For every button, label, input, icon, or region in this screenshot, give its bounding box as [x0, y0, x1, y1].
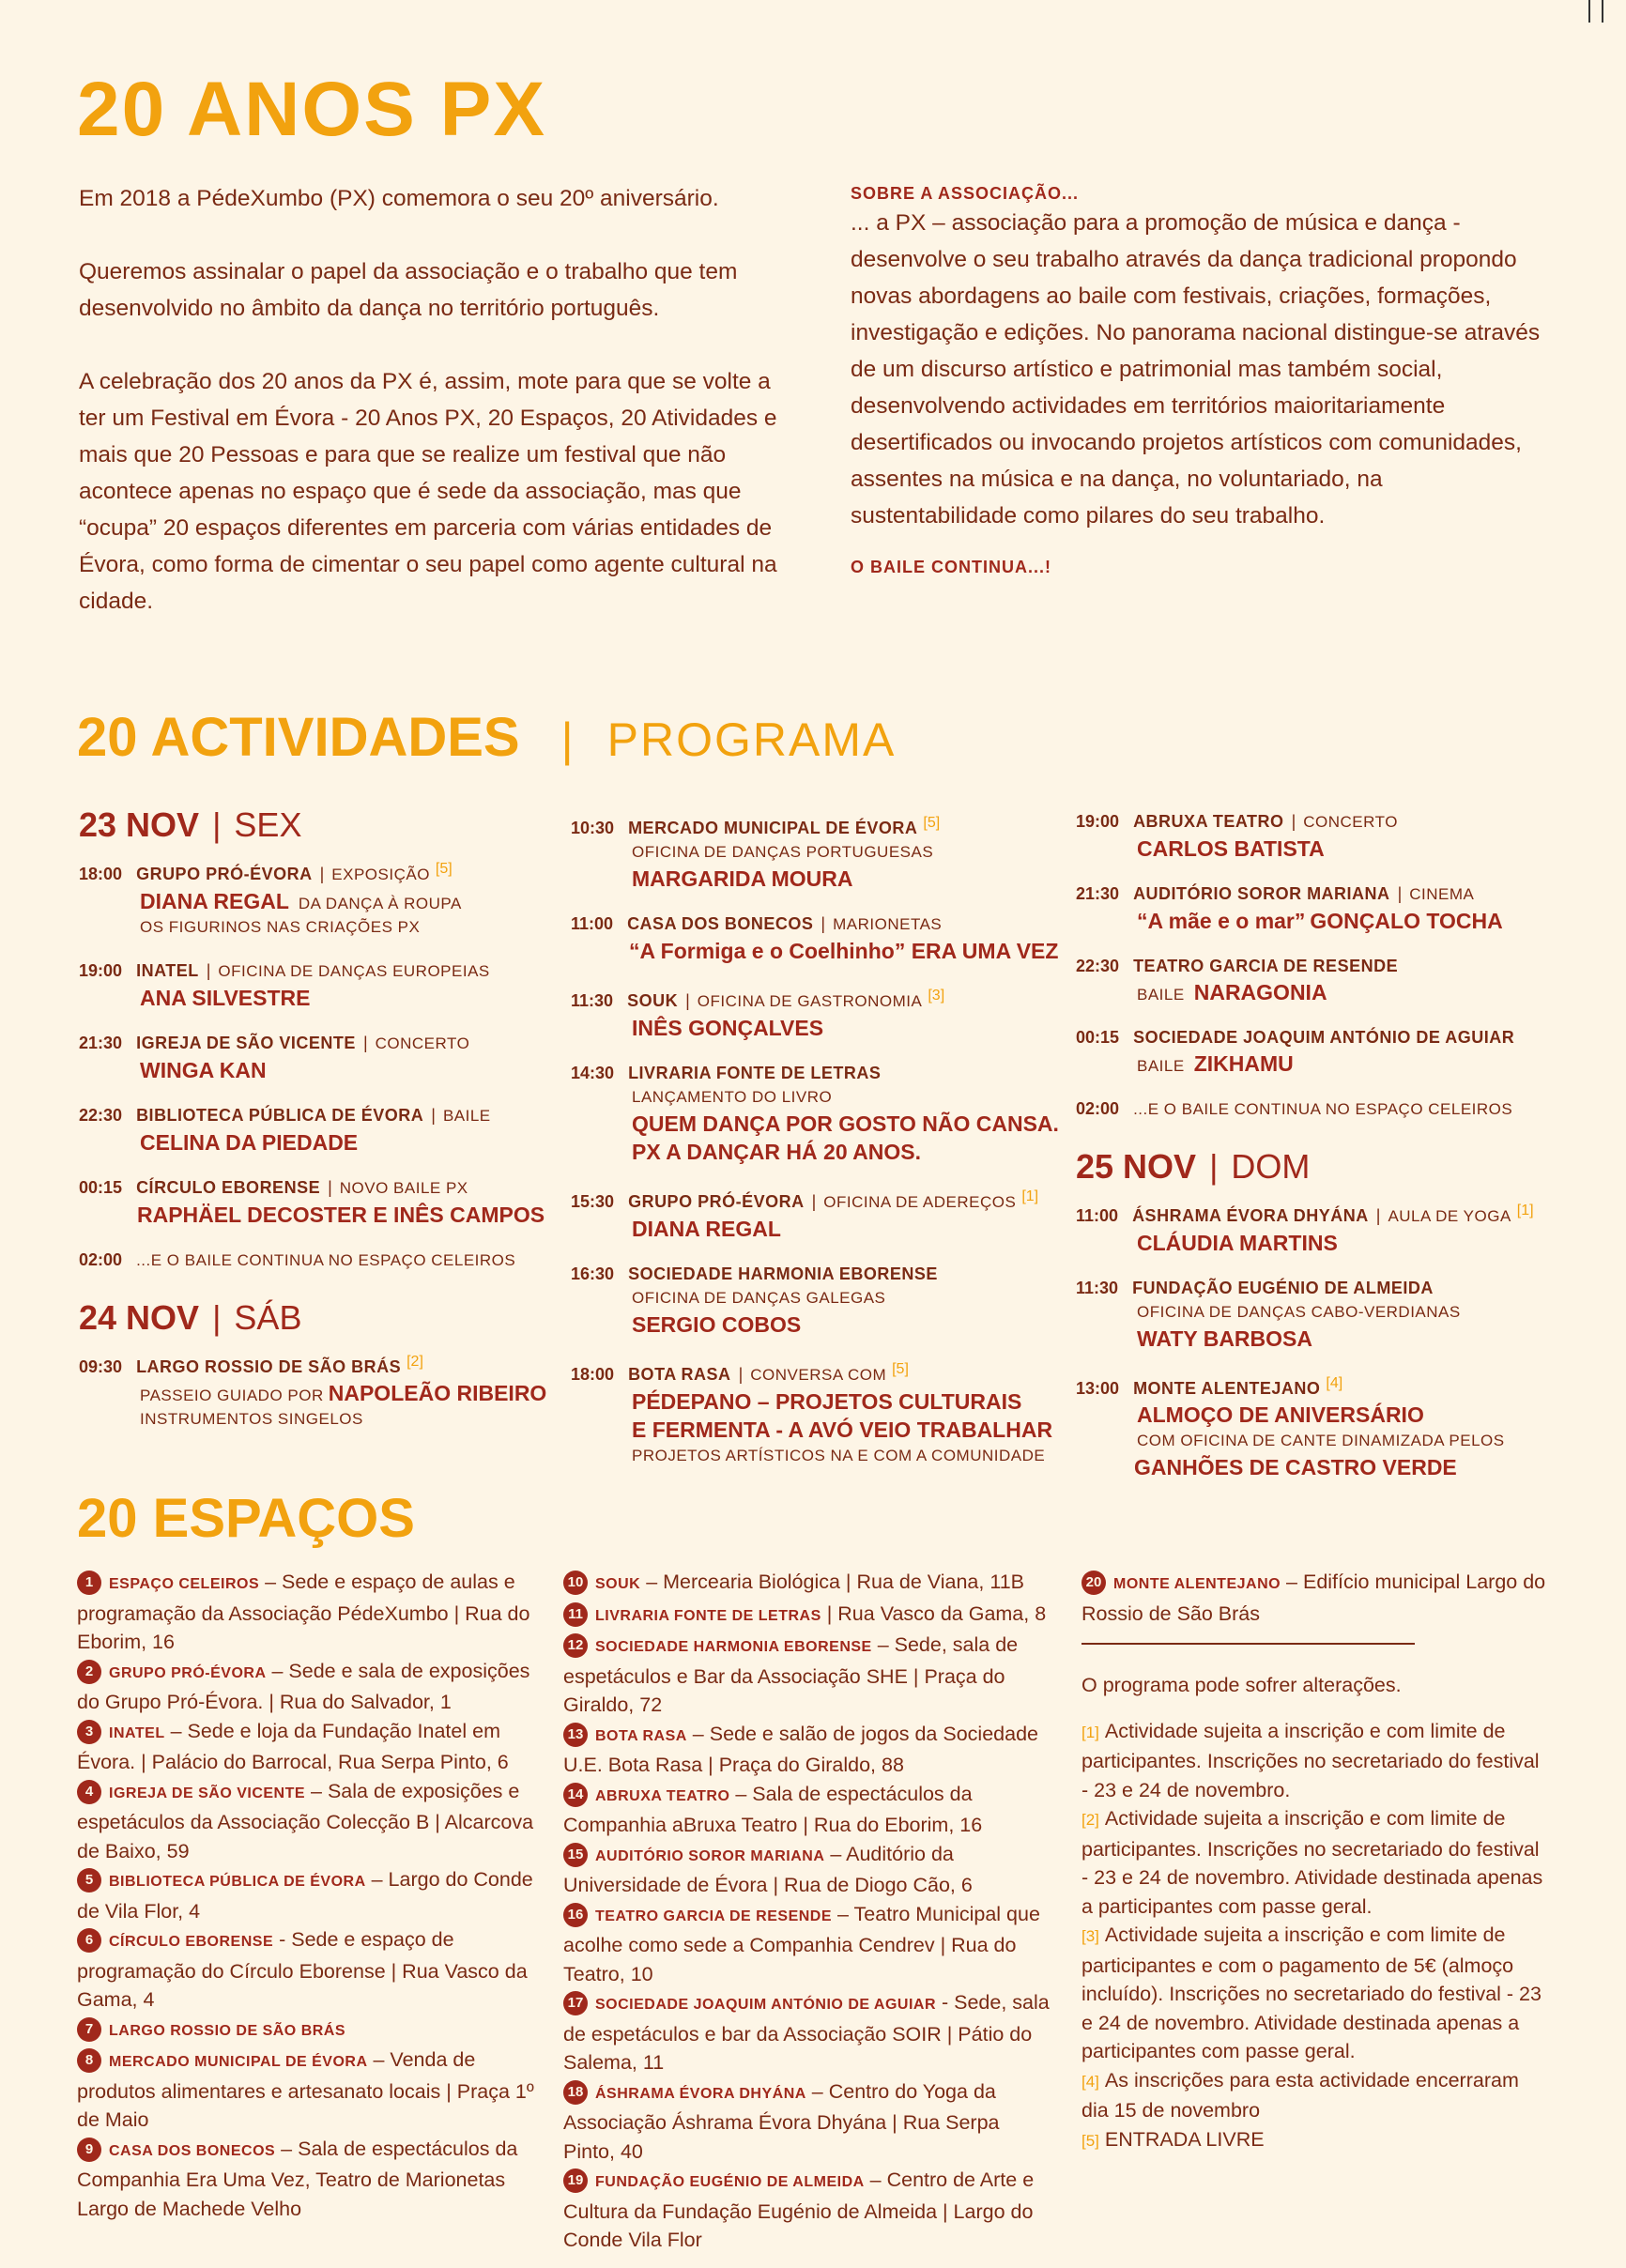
- space-item: [563, 1600, 1051, 1632]
- space-description: – Centro do Yoga da Associação Áshrama Évora Dhyána | Rua Serpa Pinto, 40: [563, 2079, 1000, 2163]
- event: 18:00 BOTA RASA | CONVERSA COM [5] PÉDEPANO – PROJETOS CULTURAIS E FERMENTA - A AVÓ VEIO TRABALHAR PROJETOS ARTÍSTICOS NA E COM A COMUNIDADE: [571, 1357, 1078, 1468]
- event-artist: ANA SILVESTRE: [140, 986, 311, 1010]
- event-time: 19:00: [1076, 812, 1120, 831]
- event: [571, 1061, 1078, 1166]
- event-kind: OFICINA DE DANÇAS EUROPEIAS: [218, 962, 490, 980]
- event: 11:00 CASA DOS BONECOS | MARIONETAS “A Formiga e o Coelhinho” ERA UMA VEZ: [571, 912, 1078, 965]
- event-title: DA DANÇA À ROUPA: [298, 895, 462, 912]
- event-kind: NOVO BAILE PX: [339, 1179, 468, 1197]
- space-number: 1: [77, 1571, 101, 1595]
- space-name: CÍRCULO EBORENSE: [109, 1934, 274, 1950]
- about-heading: SOBRE A ASSOCIAÇÃO...: [851, 184, 1080, 203]
- day-date: 24 NOV: [79, 1298, 200, 1337]
- space-name: MONTE ALENTEJANO: [1113, 1576, 1281, 1592]
- event-artist: CLÁUDIA MARTINS: [1137, 1231, 1338, 1255]
- event-place: SOCIEDADE HARMONIA EBORENSE: [628, 1264, 938, 1283]
- event-time: 18:00: [571, 1365, 615, 1384]
- event-place: GRUPO PRÓ-ÉVORA: [628, 1192, 805, 1211]
- space-description: – Sede e loja da Fundação Inatel em Évora. | Palácio do Barrocal, Rua Serpa Pinto, 6: [77, 1719, 509, 1773]
- event-kind: MARIONETAS: [833, 915, 943, 933]
- event-kind: BAILE: [442, 1107, 491, 1125]
- program-column-3: [1076, 809, 1602, 1500]
- event-place: CÍRCULO EBORENSE: [136, 1178, 321, 1197]
- event: [1076, 1276, 1602, 1353]
- footnote: [1081, 2066, 1551, 2125]
- space-name: SOCIEDADE JOAQUIM ANTÓNIO DE AGUIAR: [595, 1997, 936, 2013]
- day-name: DOM: [1231, 1147, 1311, 1186]
- footnote: [1081, 2125, 1551, 2156]
- about-section: [851, 182, 1545, 586]
- event-artist: CELINA DA PIEDADE: [140, 1130, 359, 1155]
- space-number: 11: [563, 1602, 588, 1627]
- crop-mark: [1588, 0, 1626, 23]
- program-notice: O programa pode sofrer alterações.: [1081, 1674, 1402, 1696]
- event-kind: BAILE: [1137, 986, 1185, 1004]
- event-subtitle: OFICINA DE DANÇAS GALEGAS: [632, 1289, 886, 1307]
- space-item: [563, 1900, 1051, 1989]
- event-place: IGREJA DE SÃO VICENTE: [136, 1034, 356, 1052]
- event-kind: BAILE: [1137, 1057, 1185, 1075]
- space-name: ÁSHRAMA ÉVORA DHYÁNA: [595, 2085, 806, 2102]
- event: [1076, 1372, 1602, 1481]
- event-place: MONTE ALENTEJANO: [1133, 1379, 1321, 1398]
- space-number: 17: [563, 1991, 588, 2015]
- space-name: LIVRARIA FONTE DE LETRAS: [595, 1607, 821, 1624]
- event-title: “A mãe e o mar”: [1137, 909, 1306, 933]
- space-number: 16: [563, 1903, 588, 1927]
- event-note: [1]: [1021, 1188, 1039, 1204]
- event-kind: ...E O BAILE CONTINUA NO ESPAÇO CELEIROS: [136, 1251, 516, 1269]
- space-description: – Sala de espectáculos da Companhia Era Uma Vez, Teatro de Marionetas Largo de Machede Velho: [77, 2137, 518, 2220]
- event: 11:00 ÁSHRAMA ÉVORA DHYÁNA | AULA DE YOGA [1] CLÁUDIA MARTINS: [1076, 1199, 1602, 1257]
- footnote-key: [3]: [1081, 1927, 1099, 1945]
- event-place: TEATRO GARCIA DE RESENDE: [1133, 957, 1399, 975]
- event-time: 09:30: [79, 1357, 123, 1376]
- day-name: SEX: [234, 805, 302, 844]
- space-number: 8: [77, 2048, 101, 2073]
- space-number: 3: [77, 1720, 101, 1744]
- day-heading: 25 NOV | DOM: [1076, 1147, 1311, 1186]
- event-artist: ZIKHAMU: [1193, 1051, 1294, 1076]
- event-subtitle: COM OFICINA DE CANTE DINAMIZADA PELOS: [1137, 1432, 1505, 1449]
- event-time: 13:00: [1076, 1379, 1120, 1398]
- event: 21:30 IGREJA DE SÃO VICENTE | CONCERTO WINGA KAN: [79, 1031, 586, 1084]
- space-description: – Sala de espectáculos da Companhia aBruxa Teatro | Rua do Eborim, 16: [563, 1782, 983, 1836]
- footnote-text: Actividade sujeita a inscrição e com limite de participantes. Inscrições no secretariado do festival - 23 e 24 de novembro.: [1081, 1719, 1540, 1801]
- event-time: 02:00: [1076, 1099, 1120, 1118]
- event-kind: CONVERSA COM: [750, 1366, 887, 1384]
- space-description: – Sede e espaço de aulas e programação da Associação PédeXumbo | Rua do Eborim, 16: [77, 1571, 530, 1653]
- space-description: – Centro de Arte e Cultura da Fundação Eugénio de Almeida | Largo do Conde Vila Flor: [563, 2168, 1035, 2251]
- event: [79, 1350, 586, 1432]
- event-time: 11:30: [571, 991, 614, 1010]
- footnote: [1081, 1717, 1551, 1805]
- space-description: – Sala de exposições e espetáculos da Associação Colecção B | Alcarcova de Baixo, 59: [77, 1779, 534, 1862]
- space-item: [563, 1568, 1051, 1600]
- event-artist: PÉDEPANO – PROJETOS CULTURAIS: [632, 1389, 1022, 1414]
- space-name: IGREJA DE SÃO VICENTE: [109, 1785, 306, 1801]
- space-description: – Venda de produtos alimentares e artesanato locais | Praça 1º de Maio: [77, 2048, 534, 2131]
- event-artist: SERGIO COBOS: [632, 1312, 802, 1337]
- day-date: 23 NOV: [79, 805, 200, 844]
- event-kind: EXPOSIÇÃO: [331, 866, 430, 883]
- event-time: 15:30: [571, 1192, 615, 1211]
- space-description: | Rua Vasco da Gama, 8: [821, 1601, 1047, 1625]
- event-artist: NAPOLEÃO RIBEIRO: [328, 1381, 547, 1405]
- event: [571, 811, 1078, 893]
- space-number: 2: [77, 1660, 101, 1684]
- event: 22:30 BIBLIOTECA PÚBLICA DE ÉVORA | BAILE CELINA DA PIEDADE: [79, 1103, 586, 1157]
- space-name: FUNDAÇÃO EUGÉNIO DE ALMEIDA: [595, 2174, 865, 2190]
- space-number: 15: [563, 1843, 588, 1867]
- space-number: 19: [563, 2168, 588, 2193]
- day-heading: 24 NOV | SÁB: [79, 1298, 302, 1337]
- footnote: [1081, 1921, 1551, 2066]
- event-place: CASA DOS BONECOS: [627, 914, 814, 933]
- event-note: [4]: [1326, 1375, 1343, 1391]
- footnote-key: [5]: [1081, 2131, 1099, 2150]
- space-number: 12: [563, 1633, 588, 1658]
- event-subtitle: OFICINA DE DANÇAS CABO-VERDIANAS: [1137, 1303, 1461, 1321]
- event-note: [5]: [435, 861, 453, 877]
- event: [1076, 1096, 1602, 1122]
- page-title: 20 ANOS PX: [77, 67, 547, 152]
- space-number: 18: [563, 2080, 588, 2105]
- intro-paragraph: Queremos assinalar o papel da associação e o trabalho que tem desenvolvido no âmbito da dança no território português.: [79, 259, 738, 321]
- spaces-column-1: [77, 1568, 546, 2223]
- event-time: 16:30: [571, 1264, 615, 1283]
- event-place: GRUPO PRÓ-ÉVORA: [136, 865, 313, 883]
- space-name: ABRUXA TEATRO: [595, 1787, 730, 1804]
- event-subtitle: OS FIGURINOS NAS CRIAÇÕES PX: [140, 918, 421, 936]
- event-artist: INÊS GONÇALVES: [632, 1016, 824, 1040]
- event-time: 21:30: [1076, 884, 1120, 903]
- space-item: [563, 1780, 1051, 1840]
- space-description: - Sede e espaço de programação do Círculo Eborense | Rua Vasco da Gama, 4: [77, 1928, 528, 2011]
- footnote-key: [2]: [1081, 1811, 1099, 1829]
- space-item: [563, 1631, 1051, 1720]
- footnote-key: [4]: [1081, 2072, 1099, 2091]
- spaces-column-2: [563, 1568, 1051, 2255]
- day-name: SÁB: [234, 1298, 302, 1337]
- event-time: 21:30: [79, 1034, 123, 1052]
- event-artist: WATY BARBOSA: [1137, 1326, 1312, 1351]
- footnote: [1081, 1804, 1551, 1921]
- event-note: [5]: [923, 815, 941, 831]
- space-item: [77, 2015, 546, 2046]
- footnotes: [1081, 1717, 1551, 2156]
- event-time: 02:00: [79, 1250, 123, 1269]
- space-item: [77, 1717, 546, 1777]
- event: [571, 1262, 1078, 1339]
- divider: [1081, 1643, 1415, 1645]
- space-item: [77, 1777, 546, 1866]
- event-time: 11:00: [1076, 1206, 1119, 1225]
- space-name: SOCIEDADE HARMONIA EBORENSE: [595, 1639, 872, 1655]
- event-place: ÁSHRAMA ÉVORA DHYÁNA: [1132, 1206, 1369, 1225]
- event-place: INATEL: [136, 961, 199, 980]
- space-number: 6: [77, 1928, 101, 1953]
- event-artist: CARLOS BATISTA: [1137, 836, 1325, 861]
- event-artist: E FERMENTA - A AVÓ VEIO TRABALHAR: [632, 1418, 1053, 1442]
- event-kind: CINEMA: [1409, 885, 1475, 903]
- event-kind: CONCERTO: [1303, 813, 1398, 831]
- space-name: ESPAÇO CELEIROS: [109, 1576, 260, 1592]
- space-number: 14: [563, 1783, 588, 1807]
- event-artist: NARAGONIA: [1193, 980, 1327, 1004]
- event-time: 22:30: [79, 1106, 123, 1125]
- event: 19:00 INATEL | OFICINA DE DANÇAS EUROPEIAS ANA SILVESTRE: [79, 958, 586, 1012]
- event-place: BOTA RASA: [628, 1365, 731, 1384]
- space-item: [77, 1865, 546, 1925]
- program-column-1: [79, 805, 586, 1450]
- space-item: [563, 1840, 1051, 1900]
- event-kind: OFICINA DE ADEREÇOS: [823, 1193, 1017, 1211]
- space-name: TEATRO GARCIA DE RESENDE: [595, 1908, 833, 1924]
- event-artist: MARGARIDA MOURA: [632, 866, 853, 891]
- event-place: ABRUXA TEATRO: [1133, 812, 1284, 831]
- event-subtitle: INSTRUMENTOS SINGELOS: [140, 1410, 363, 1428]
- footnote-text: Actividade sujeita a inscrição e com limite de participantes. Inscrições no secretariado do festival - 23 e 24 de novembro. Atividade destinada apenas a participantes com passe geral.: [1081, 1807, 1543, 1918]
- program-column-2: [571, 811, 1078, 1487]
- event-subtitle: PROJETOS ARTÍSTICOS NA E COM A COMUNIDADE: [632, 1447, 1046, 1464]
- event-time: 00:15: [79, 1178, 123, 1197]
- program-heading: [77, 706, 896, 769]
- event-artist: QUEM DANÇA POR GOSTO NÃO CANSA.: [632, 1111, 1059, 1136]
- event: 15:30 GRUPO PRÓ-ÉVORA | OFICINA DE ADEREÇOS [1] DIANA REGAL: [571, 1185, 1078, 1243]
- space-description: – Auditório da Universidade de Évora | Rua de Diogo Cão, 6: [563, 1842, 973, 1896]
- event-note: [1]: [1516, 1203, 1534, 1218]
- event-time: 22:30: [1076, 957, 1120, 975]
- space-number: 20: [1081, 1571, 1106, 1595]
- spaces-heading: 20 ESPAÇOS: [77, 1488, 415, 1549]
- event: 21:30 AUDITÓRIO SOROR MARIANA | CINEMA “A mãe e o mar” GONÇALO TOCHA: [1076, 884, 1503, 933]
- event-place: LARGO ROSSIO DE SÃO BRÁS: [136, 1357, 402, 1376]
- event-artist: DIANA REGAL: [140, 889, 289, 913]
- event-artist: PX A DANÇAR HÁ 20 ANOS.: [632, 1140, 921, 1164]
- event-note: [3]: [928, 988, 945, 1004]
- day-date: 25 NOV: [1076, 1147, 1197, 1186]
- space-item: [77, 1925, 546, 2015]
- intro-paragraph: A celebração dos 20 anos da PX é, assim, mote para que se volte a ter um Festival em Évora - 20 Anos PX, 20 Espaços, 20 Atividades e mais que 20 Pessoas e para que se realize um festival que não acontece apenas no espaço que é sede da associação, mas que “ocupa” 20 espaços diferentes em parceria com várias entidades de Évora, como forma de cimentar o seu papel como agente cultural na cidade.: [79, 369, 777, 614]
- space-number: 4: [77, 1780, 101, 1804]
- day-heading: 23 NOV | SEX: [79, 805, 302, 844]
- space-item: [77, 1568, 546, 1657]
- space-number: 5: [77, 1868, 101, 1893]
- event-place: AUDITÓRIO SOROR MARIANA: [1133, 884, 1390, 903]
- event-artist: “A Formiga e o Coelhinho” ERA UMA VEZ: [629, 939, 1059, 963]
- space-name: LARGO ROSSIO DE SÃO BRÁS: [109, 2022, 346, 2039]
- event-place: SOCIEDADE JOAQUIM ANTÓNIO DE AGUIAR: [1133, 1028, 1515, 1047]
- event: 19:00 ABRUXA TEATRO | CONCERTO CARLOS BATISTA: [1076, 809, 1602, 863]
- space-number: 10: [563, 1571, 588, 1595]
- space-item: [1081, 1568, 1551, 1628]
- space-description: – Sede e salão de jogos da Sociedade U.E. Bota Rasa | Praça do Giraldo, 88: [563, 1722, 1038, 1776]
- space-name: MERCADO MUNICIPAL DE ÉVORA: [109, 2054, 368, 2070]
- space-item: [77, 1657, 546, 1717]
- event-artist: DIANA REGAL: [632, 1217, 781, 1241]
- about-text: ... a PX – associação para a promoção de música e dança - desenvolve o seu trabalho através da dança tradicional propondo novas abordagens ao baile com festivais, criações, formações, investigação e edições. No panorama nacional distingue-se através de um discurso artístico e patrimonial mas também social, desenvolvendo actividades em territórios maioritariamente desertificados ou invocando projetos artísticos com comunidades, assentes na música e na dança, no voluntariado, na sustentabilidade como pilares do seu trabalho.: [851, 210, 1541, 529]
- event-place: LIVRARIA FONTE DE LETRAS: [628, 1064, 882, 1082]
- event-time: 11:30: [1076, 1279, 1119, 1297]
- event: [1076, 1025, 1602, 1078]
- space-description: – Mercearia Biológica | Rua de Viana, 11B: [640, 1571, 1024, 1593]
- event-subtitle: OFICINA DE DANÇAS PORTUGUESAS: [632, 843, 934, 861]
- event: [1076, 954, 1602, 1006]
- event-time: 10:30: [571, 819, 615, 837]
- event: [79, 1248, 586, 1273]
- event-place: BIBLIOTECA PÚBLICA DE ÉVORA: [136, 1106, 424, 1125]
- event-time: 00:15: [1076, 1028, 1120, 1047]
- space-name: INATEL: [109, 1724, 165, 1741]
- event-time: 14:30: [571, 1064, 615, 1082]
- intro-text: [79, 180, 802, 656]
- space-item: [563, 2077, 1051, 2167]
- program-separator: |: [560, 713, 574, 766]
- space-item: [563, 2166, 1051, 2255]
- event: 18:00 GRUPO PRÓ-ÉVORA | EXPOSIÇÃO [5] DIANA REGAL DA DANÇA À ROUPA OS FIGURINOS NAS CRIAÇÕES PX: [79, 857, 586, 940]
- event-time: 11:00: [571, 914, 614, 933]
- event-title: ALMOÇO DE ANIVERSÁRIO: [1137, 1402, 1424, 1427]
- space-description: – Sede, sala de espetáculos e Bar da Associação SHE | Praça do Giraldo, 72: [563, 1633, 1019, 1716]
- event-place: MERCADO MUNICIPAL DE ÉVORA: [628, 819, 918, 837]
- space-name: CASA DOS BONECOS: [109, 2142, 276, 2159]
- space-description: – Teatro Municipal que acolhe como sede a Companhia Cendrev | Rua do Teatro, 10: [563, 1902, 1040, 1985]
- space-name: BOTA RASA: [595, 1727, 687, 1744]
- event-kind: OFICINA DE GASTRONOMIA: [697, 992, 923, 1010]
- space-name: GRUPO PRÓ-ÉVORA: [109, 1664, 267, 1681]
- event-artist: GONÇALO TOCHA: [1310, 909, 1503, 933]
- footnote-text: Actividade sujeita a inscrição e com limite de participantes e com o pagamento de 5€ (almoço incluído). Inscrições no secretariado do festival - 23 e 24 de novembro. Atividade destinada apenas a participantes com passe geral.: [1081, 1923, 1542, 2062]
- space-number: 7: [77, 2017, 101, 2042]
- event-artist: RAPHÄEL DECOSTER E INÊS CAMPOS: [137, 1203, 545, 1227]
- event: 11:30 SOUK | OFICINA DE GASTRONOMIA [3] INÊS GONÇALVES: [571, 984, 1078, 1042]
- event-note: [2]: [406, 1354, 423, 1370]
- space-description: – Edifício municipal Largo do Rossio de São Brás: [1081, 1571, 1546, 1625]
- about-tail: O BAILE CONTINUA...!: [851, 558, 1051, 576]
- space-name: BIBLIOTECA PÚBLICA DE ÉVORA: [109, 1874, 366, 1890]
- event-note: [5]: [892, 1361, 909, 1377]
- space-item: [563, 1720, 1051, 1780]
- event-time: 18:00: [79, 865, 123, 883]
- event-artist: WINGA KAN: [140, 1058, 267, 1082]
- event-kind: PASSEIO GUIADO POR: [140, 1387, 324, 1404]
- space-description: – Largo do Conde de Vila Flor, 4: [77, 1868, 533, 1923]
- space-item: [563, 1988, 1051, 2077]
- space-number: 13: [563, 1723, 588, 1747]
- event: 00:15 CÍRCULO EBORENSE | NOVO BAILE PX RAPHÄEL DECOSTER E INÊS CAMPOS: [79, 1175, 586, 1229]
- event-kind: AULA DE YOGA: [1388, 1207, 1511, 1225]
- event-subtitle: LANÇAMENTO DO LIVRO: [632, 1088, 833, 1106]
- program-title: 20 ACTIVIDADES: [77, 707, 520, 768]
- event-kind: ...E O BAILE CONTINUA NO ESPAÇO CELEIROS: [1133, 1100, 1513, 1118]
- space-description: - Sede, sala de espetáculos e bar da Associação SOIR | Pátio do Salema, 11: [563, 1991, 1050, 2074]
- footnote-text: ENTRADA LIVRE: [1104, 2127, 1265, 2151]
- space-number: 9: [77, 2138, 101, 2162]
- event-place: FUNDAÇÃO EUGÉNIO DE ALMEIDA: [1132, 1279, 1434, 1297]
- footnote-text: As inscrições para esta actividade encerraram dia 15 de novembro: [1081, 2068, 1519, 2122]
- spaces-column-3: [1081, 1568, 1551, 2155]
- event-place: SOUK: [627, 991, 679, 1010]
- space-description: – Sede e sala de exposições do Grupo Pró-Évora. | Rua do Salvador, 1: [77, 1659, 530, 1713]
- intro-paragraph: Em 2018 a PédeXumbo (PX) comemora o seu 20º aniversário.: [79, 186, 719, 211]
- space-name: SOUK: [595, 1576, 641, 1592]
- footnote-key: [1]: [1081, 1723, 1099, 1741]
- space-name: AUDITÓRIO SOROR MARIANA: [595, 1847, 825, 1864]
- event-time: 19:00: [79, 961, 123, 980]
- space-item: [77, 2135, 546, 2224]
- space-item: [77, 2046, 546, 2135]
- event-kind: CONCERTO: [375, 1034, 470, 1052]
- event-artist: GANHÕES DE CASTRO VERDE: [1134, 1455, 1457, 1479]
- program-subtitle: PROGRAMA: [606, 713, 897, 766]
